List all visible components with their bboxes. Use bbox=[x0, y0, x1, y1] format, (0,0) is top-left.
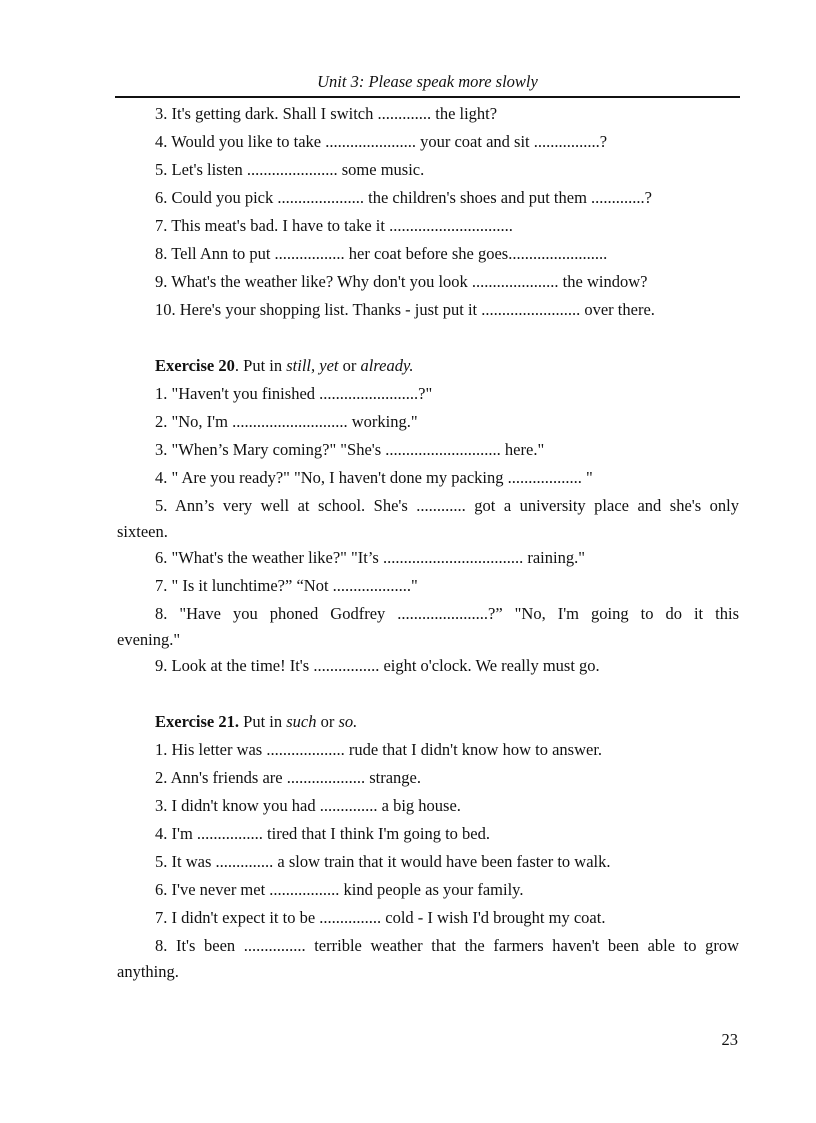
instruction-keyword: so. bbox=[338, 712, 358, 731]
exercise-item: 1. "Haven't you finished ........................?" bbox=[155, 384, 433, 403]
exercise-21-heading bbox=[117, 708, 739, 736]
exercise-item: 10. Here's your shopping list. Thanks - just put it ........................ over there. bbox=[155, 300, 655, 319]
instruction-keyword: such bbox=[286, 712, 317, 731]
exercise-item: 7. This meat's bad. I have to take it .............................. bbox=[155, 216, 513, 235]
exercise-item: 8. Tell Ann to put ................. her coat before she goes........................ bbox=[155, 244, 608, 263]
exercise-item: 5. Let's listen ...................... some music. bbox=[155, 160, 425, 179]
instruction-keyword: already. bbox=[360, 356, 414, 375]
exercise-21-items bbox=[117, 736, 739, 984]
exercise-item-continued: evening." bbox=[117, 630, 181, 649]
exercise-item: 5. Ann’s very well at school. She's ............ got a university place and she's only bbox=[155, 496, 739, 515]
exercise-item: 3. It's getting dark. Shall I switch ............. the light? bbox=[155, 104, 498, 123]
exercise-item: 6. I've never met ................. kind people as your family. bbox=[155, 880, 524, 899]
instruction-text: . Put in bbox=[234, 356, 287, 375]
instruction-keyword: still, yet bbox=[286, 356, 339, 375]
exercise-item: 4. I'm ................ tired that I think I'm going to bed. bbox=[155, 824, 490, 843]
exercise-20-heading bbox=[117, 352, 739, 380]
instruction-text: Put in bbox=[239, 712, 287, 731]
exercise-item: 8. It's been ............... terrible weather that the farmers haven't been able to grow bbox=[155, 936, 739, 955]
running-header: Unit 3: Please speak more slowly bbox=[317, 72, 538, 91]
exercise-item: 6. Could you pick ..................... the children's shoes and put them .............? bbox=[155, 188, 652, 207]
exercise-19-items bbox=[117, 100, 739, 324]
spacer bbox=[117, 324, 739, 352]
exercise-item: 9. What's the weather like? Why don't you look ..................... the window? bbox=[155, 272, 648, 291]
exercise-item: 8. "Have you phoned Godfrey ......................?” "No, I'm going to do it this bbox=[155, 604, 739, 623]
exercise-item: 4. Would you like to take ...................... your coat and sit ................? bbox=[155, 132, 608, 151]
page-content bbox=[117, 100, 739, 984]
spacer bbox=[117, 680, 739, 708]
exercise-item: 4. " Are you ready?" "No, I haven't done my packing .................. " bbox=[155, 468, 593, 487]
exercise-item: 7. " Is it lunchtime?” “Not ..................." bbox=[155, 576, 418, 595]
exercise-item: 2. Ann's friends are ................... strange. bbox=[155, 768, 422, 787]
exercise-label: Exercise 21. bbox=[155, 712, 240, 731]
exercise-20-items bbox=[117, 380, 739, 680]
exercise-item: 1. His letter was ................... rude that I didn't know how to answer. bbox=[155, 740, 603, 759]
page-number: 23 bbox=[721, 1030, 738, 1049]
instruction-text: or bbox=[338, 356, 361, 375]
exercise-label: Exercise 20 bbox=[155, 356, 235, 375]
instruction-text: or bbox=[316, 712, 339, 731]
exercise-item: 9. Look at the time! It's ................ eight o'clock. We really must go. bbox=[155, 656, 600, 675]
exercise-item: 3. "When’s Mary coming?" "She's ............................ here." bbox=[155, 440, 545, 459]
exercise-item: 6. "What's the weather like?" "It’s .................................. raining." bbox=[155, 548, 585, 567]
exercise-item-continued: sixteen. bbox=[117, 522, 168, 541]
exercise-item-continued: anything. bbox=[117, 962, 179, 981]
header-rule bbox=[115, 96, 740, 98]
exercise-item: 5. It was .............. a slow train that it would have been faster to walk. bbox=[155, 852, 611, 871]
exercise-item: 3. I didn't know you had .............. a big house. bbox=[155, 796, 461, 815]
exercise-item: 2. "No, I'm ............................ working." bbox=[155, 412, 418, 431]
exercise-item: 7. I didn't expect it to be ............... cold - I wish I'd brought my coat. bbox=[155, 908, 606, 927]
